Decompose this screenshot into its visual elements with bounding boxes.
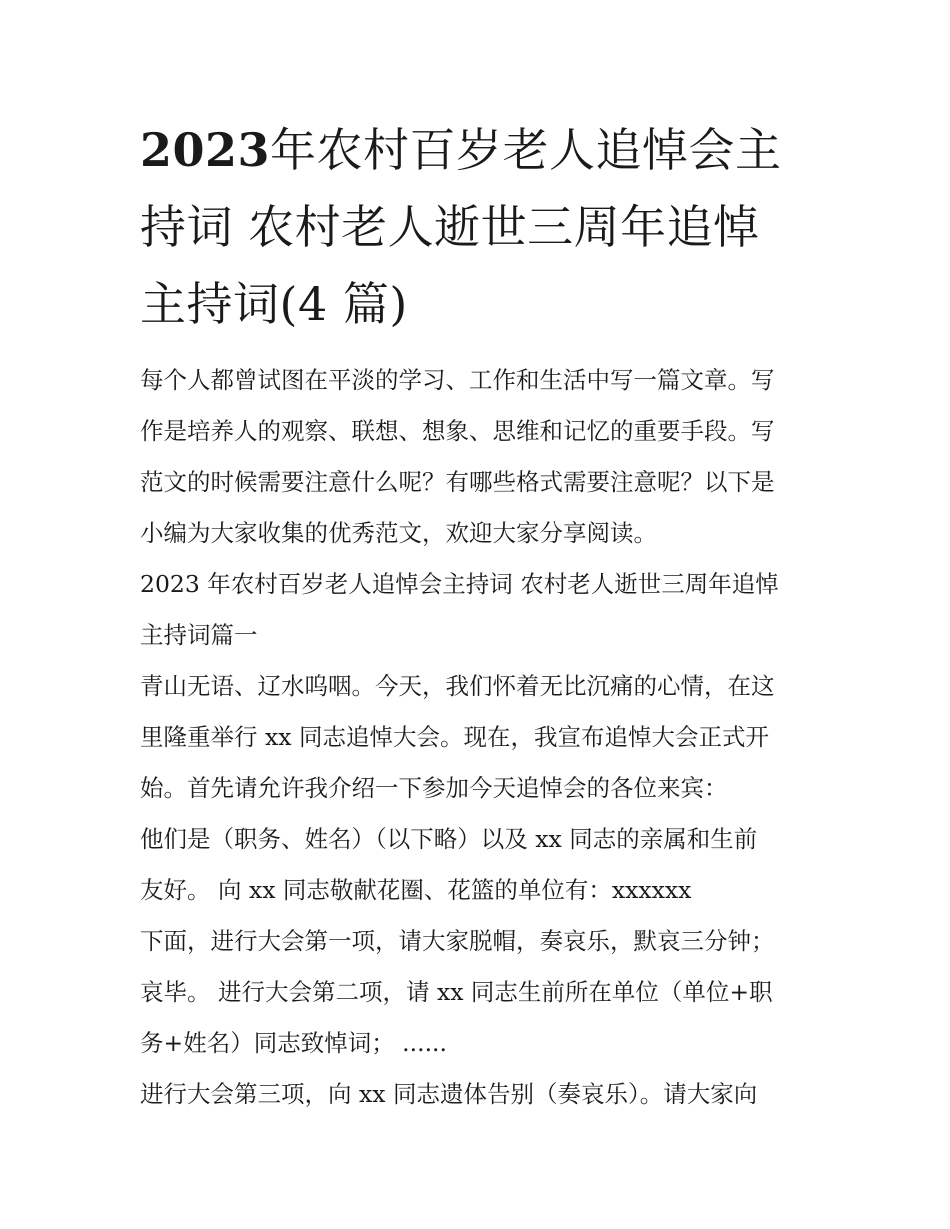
body-paragraph: 进行大会第三项，向 xx 同志遗体告别（奏哀乐）。请大家向 — [140, 1080, 758, 1108]
document-body — [140, 112, 820, 1120]
document-title — [140, 112, 820, 343]
body-paragraph: 他们是（职务、姓名）（以下略）以及 xx 同志的亲属和生前 友好。 向 xx 同志敬献花圈、花篮的单位有：xxxxxx — [140, 825, 758, 904]
title-year: 2023 — [140, 123, 271, 177]
section-heading: 2023 年农村百岁老人追悼会主持词 农村老人逝世三周年追悼 主持词篇一 — [140, 570, 779, 649]
title-text: 年农村百岁老人追悼会主 持词 农村老人逝世三周年追悼 主持词(4 篇) — [140, 123, 782, 331]
intro-paragraph: 每个人都曾试图在平淡的学习、工作和生活中写一篇文章。写 作是培养人的观察、联想、想象、思维和记忆的重要手段。写 范文的时候需要注意什么呢？有哪些格式需要注意呢？以下是 小编为大家收集的优秀范文，欢迎大家分享阅读。 — [140, 366, 775, 547]
body-paragraph: 青山无语、辽水呜咽。今天，我们怀着无比沉痛的心情，在这 里隆重举行 xx 同志追悼大会。现在，我宣布追悼大会正式开 始。首先请允许我介绍一下参加今天追悼会的各位来宾： — [140, 672, 775, 802]
body-paragraph: 下面，进行大会第一项，请大家脱帽，奏哀乐，默哀三分钟； 哀毕。 进行大会第二项，请 xx 同志生前所在单位（单位+职 务+姓名）同志致悼词； ...... — [140, 927, 775, 1057]
